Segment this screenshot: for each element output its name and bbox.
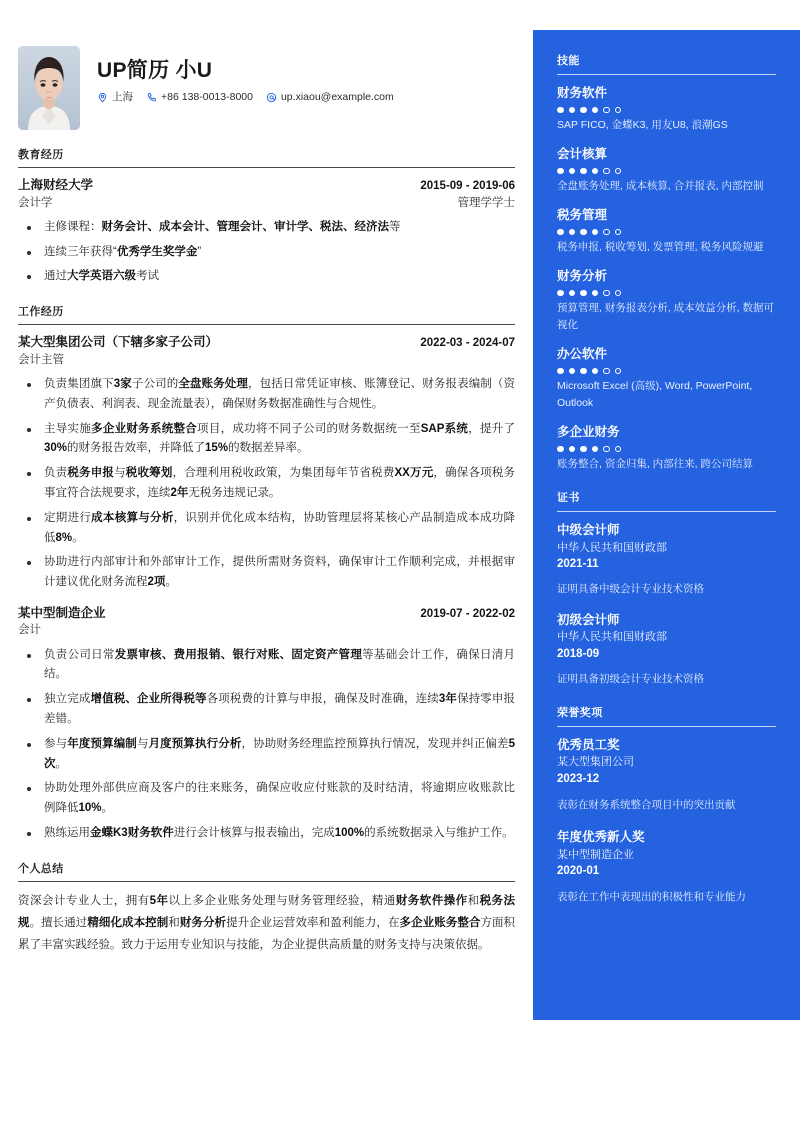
skill-dot-filled (580, 168, 587, 175)
skill-dot-filled (592, 107, 599, 114)
education-org: 上海财经大学 (18, 178, 94, 192)
skill-description: SAP FICO, 金蝶K3, 用友U8, 浪潮GS (557, 119, 728, 132)
award-org: 某中型制造企业 (557, 848, 634, 861)
skill-dot-filled (580, 107, 587, 114)
education-bullet: 连续三年获得“优秀学生奖学金” (18, 243, 515, 263)
experience-bullet: 负责税务申报与税收筹划，合理利用税收政策，为集团每年节省税费XX万元，确保各项税务事宜符合法规要求，连续2年无税务违规记录。 (18, 464, 515, 504)
cert-name: 中级会计师 (557, 522, 620, 537)
section-summary (18, 860, 515, 957)
skill-dot-empty (603, 290, 610, 297)
cert-org: 中华人民共和国财政部 (557, 631, 667, 644)
skill-description: 全盘账务处理, 成本核算, 合并报表, 内部控制 (557, 180, 764, 193)
skill-item (557, 206, 776, 256)
cert-org: 中华人民共和国财政部 (557, 541, 667, 554)
skill-dot-empty (603, 107, 610, 114)
skill-item (557, 345, 776, 412)
skill-dot-empty (615, 446, 622, 453)
skill-description: Microsoft Excel (高级), Word, PowerPoint, Outlook (557, 380, 753, 410)
summary-paragraph: 资深会计专业人士，拥有5年以上多企业账务处理与财务管理经验，精通财务软件操作和税务法规。擅长通过精细化成本控制和财务分析提升企业运营效率和盈利能力，在多企业账务整合方面积累了丰富实践经验。致力于运用专业知识与技能，为企业提供高质量的财务支持与决策依据。 (18, 894, 516, 952)
portrait-photo (18, 46, 80, 130)
skill-dot-filled (569, 168, 576, 175)
education-bullet: 通过大学英语六级考试 (18, 267, 515, 287)
experience-entry-header (18, 604, 515, 623)
experience-entry-header (18, 333, 515, 352)
skill-dot-empty (603, 446, 610, 453)
skill-dot-filled (580, 229, 587, 236)
email-icon (266, 92, 277, 103)
skill-description: 预算管理, 财务报表分析, 成本效益分析, 数据可视化 (557, 302, 775, 332)
skill-dot-empty (615, 368, 622, 375)
certificate-list (557, 521, 776, 688)
skill-dot-filled (580, 446, 587, 453)
phone-icon (146, 92, 157, 103)
skill-name: 财务分析 (557, 269, 608, 284)
skill-dot-filled (557, 446, 564, 453)
cert-date: 2021-11 (557, 558, 599, 571)
skill-dot-filled (557, 368, 564, 375)
skill-dot-empty (603, 168, 610, 175)
skill-name: 财务软件 (557, 86, 608, 100)
experience-entry (18, 604, 515, 844)
skill-description: 账务整合, 资金归集, 内部往来, 跨公司结算 (557, 458, 754, 471)
education-entry (18, 176, 515, 287)
experience-bullet-list (18, 646, 515, 844)
award-date: 2023-12 (557, 772, 600, 785)
skill-name: 办公软件 (557, 346, 608, 361)
profile-header (18, 46, 515, 130)
award-description: 表彰在财务系统整合项目中的突出贡献 (557, 798, 736, 811)
skill-dot-filled (557, 229, 564, 236)
experience-date: 2022-03 - 2024-07 (420, 337, 515, 350)
cert-date: 2018-09 (557, 647, 600, 660)
experience-bullet: 独立完成增值税、企业所得税等各项税费的计算与申报，确保及时准确，连续3年保持零申报差错。 (18, 690, 515, 730)
experience-org: 某大型集团公司（下辖多家子公司） (18, 335, 219, 350)
experience-bullet: 协助进行内部审计和外部审计工作，提供所需财务资料，确保审计工作顺利完成，并根据审计建议优化财务流程2项。 (18, 553, 515, 593)
skill-level-dots (557, 290, 776, 297)
location-pin-icon (97, 92, 108, 103)
experience-bullet: 参与年度预算编制与月度预算执行分析，协助财务经理监控预算执行情况，发现并纠正偏差5次。 (18, 735, 515, 775)
skill-item (557, 423, 776, 473)
page-title: UP简历 小U (97, 59, 213, 82)
skill-item (557, 84, 776, 134)
skill-item (557, 145, 776, 195)
contact-location (97, 92, 133, 103)
education-bullet: 主修课程：财务会计、成本会计、管理会计、审计学、税法、经济法等 (18, 218, 515, 238)
contact-email (266, 92, 394, 103)
skill-level-dots (557, 168, 776, 175)
skill-dot-filled (592, 368, 599, 375)
award-name: 年度优秀新人奖 (557, 830, 645, 845)
award-org: 某大型集团公司 (557, 756, 634, 769)
skill-dot-empty (615, 229, 622, 236)
education-bullet-list (18, 218, 515, 287)
skill-dot-empty (615, 168, 622, 175)
skill-description: 税务申报, 税收筹划, 发票管理, 税务风险规避 (557, 241, 764, 254)
skill-dot-filled (557, 107, 564, 114)
sidebar-title-skills: 技能 (557, 52, 776, 75)
skill-name: 会计核算 (557, 147, 608, 162)
section-title-experience: 工作经历 (18, 303, 515, 325)
skill-name: 多企业财务 (557, 424, 620, 439)
experience-bullet: 定期进行成本核算与分析，识别并优化成本结构，协助管理层将某核心产品制造成本成功降低8%。 (18, 509, 515, 549)
experience-bullet: 负责公司日常发票审核、费用报销、银行对账、固定资产管理等基础会计工作，确保日清月结。 (18, 646, 515, 686)
award-item (557, 736, 776, 815)
experience-role: 会计 (18, 624, 41, 637)
skill-dot-filled (592, 168, 599, 175)
education-date: 2015-09 - 2019-06 (420, 180, 515, 192)
cert-name: 初级会计师 (557, 612, 620, 627)
skill-dot-filled (569, 446, 576, 453)
experience-entry-subheader (18, 352, 515, 369)
skill-dot-filled (580, 290, 587, 297)
sidebar-title-certificates: 证书 (557, 489, 776, 512)
cert-description: 证明具备初级会计专业技术资格 (557, 672, 704, 685)
skill-name: 税务管理 (557, 208, 608, 223)
skill-dot-empty (615, 107, 622, 114)
skill-dot-filled (569, 290, 576, 297)
sidebar-title-awards: 荣誉奖项 (557, 704, 776, 727)
contact-location-text: 上海 (112, 91, 133, 104)
experience-entry (18, 333, 515, 593)
skill-item (557, 267, 776, 334)
experience-bullet: 协助处理外部供应商及客户的往来账务，确保应收应付账款的及时结清，将逾期应收账款比例降低10%。 (18, 779, 515, 819)
experience-list (18, 333, 515, 843)
education-role: 会计学 (18, 196, 53, 209)
skill-dot-filled (557, 290, 564, 297)
cert-item (557, 611, 776, 688)
education-entry-header (18, 176, 515, 195)
skill-list (557, 84, 776, 473)
skill-level-dots (557, 107, 776, 114)
sidebar-section-skills (557, 52, 776, 473)
sidebar-section-awards (557, 704, 776, 908)
contact-email-text: up.xiaou@example.com (280, 91, 394, 104)
experience-role: 会计主管 (18, 353, 64, 366)
experience-org: 某中型制造企业 (18, 605, 106, 620)
experience-bullet-list (18, 375, 515, 593)
skill-level-dots (557, 368, 776, 375)
section-education (18, 146, 515, 287)
skill-dot-filled (557, 168, 564, 175)
award-list (557, 736, 776, 908)
skill-dot-filled (569, 229, 576, 236)
section-experience (18, 303, 515, 843)
portrait-illustration (18, 46, 80, 130)
experience-bullet: 主导实施多企业财务系统整合项目，成功将不同子公司的财务数据统一至SAP系统，提升了30%的财务报告效率，并降低了15%的数据差异率。 (18, 420, 515, 460)
skill-dot-empty (603, 229, 610, 236)
skill-level-dots (557, 446, 776, 453)
sidebar (533, 30, 800, 1020)
experience-bullet: 负责集团旗下3家子公司的全盘账务处理，包括日常凭证审核、账簿登记、财务报表编制（资产负债表、利润表、现金流量表），确保财务数据准确性与合规性。 (18, 375, 515, 415)
contact-line (97, 92, 407, 103)
skill-dot-filled (569, 107, 576, 114)
name-block (97, 46, 407, 103)
skill-dot-empty (603, 368, 610, 375)
education-degree: 管理学学士 (457, 196, 515, 209)
education-entry-subheader (18, 195, 515, 212)
award-item (557, 828, 776, 907)
skill-dot-filled (592, 229, 599, 236)
cert-description: 证明具备中级会计专业技术资格 (557, 582, 704, 595)
education-list (18, 176, 515, 287)
section-title-summary: 个人总结 (18, 860, 515, 882)
skill-dot-filled (592, 290, 599, 297)
cert-item (557, 521, 776, 598)
award-date: 2020-01 (557, 865, 600, 878)
section-title-education: 教育经历 (18, 146, 515, 168)
sidebar-section-certificates (557, 489, 776, 688)
experience-bullet: 熟练运用金蝶K3财务软件进行会计核算与报表输出，完成100%的系统数据录入与维护工作。 (18, 824, 515, 844)
contact-phone (146, 92, 253, 103)
award-name: 优秀员工奖 (557, 737, 620, 752)
award-description: 表彰在工作中表现出的积极性和专业能力 (557, 891, 746, 904)
skill-dot-filled (580, 368, 587, 375)
contact-phone-text: +86 138-0013-8000 (161, 91, 253, 104)
skill-dot-filled (592, 446, 599, 453)
skill-dot-empty (615, 290, 622, 297)
experience-entry-subheader (18, 622, 515, 639)
experience-date: 2019-07 - 2022-02 (420, 607, 515, 620)
skill-level-dots (557, 229, 776, 236)
skill-dot-filled (569, 368, 576, 375)
